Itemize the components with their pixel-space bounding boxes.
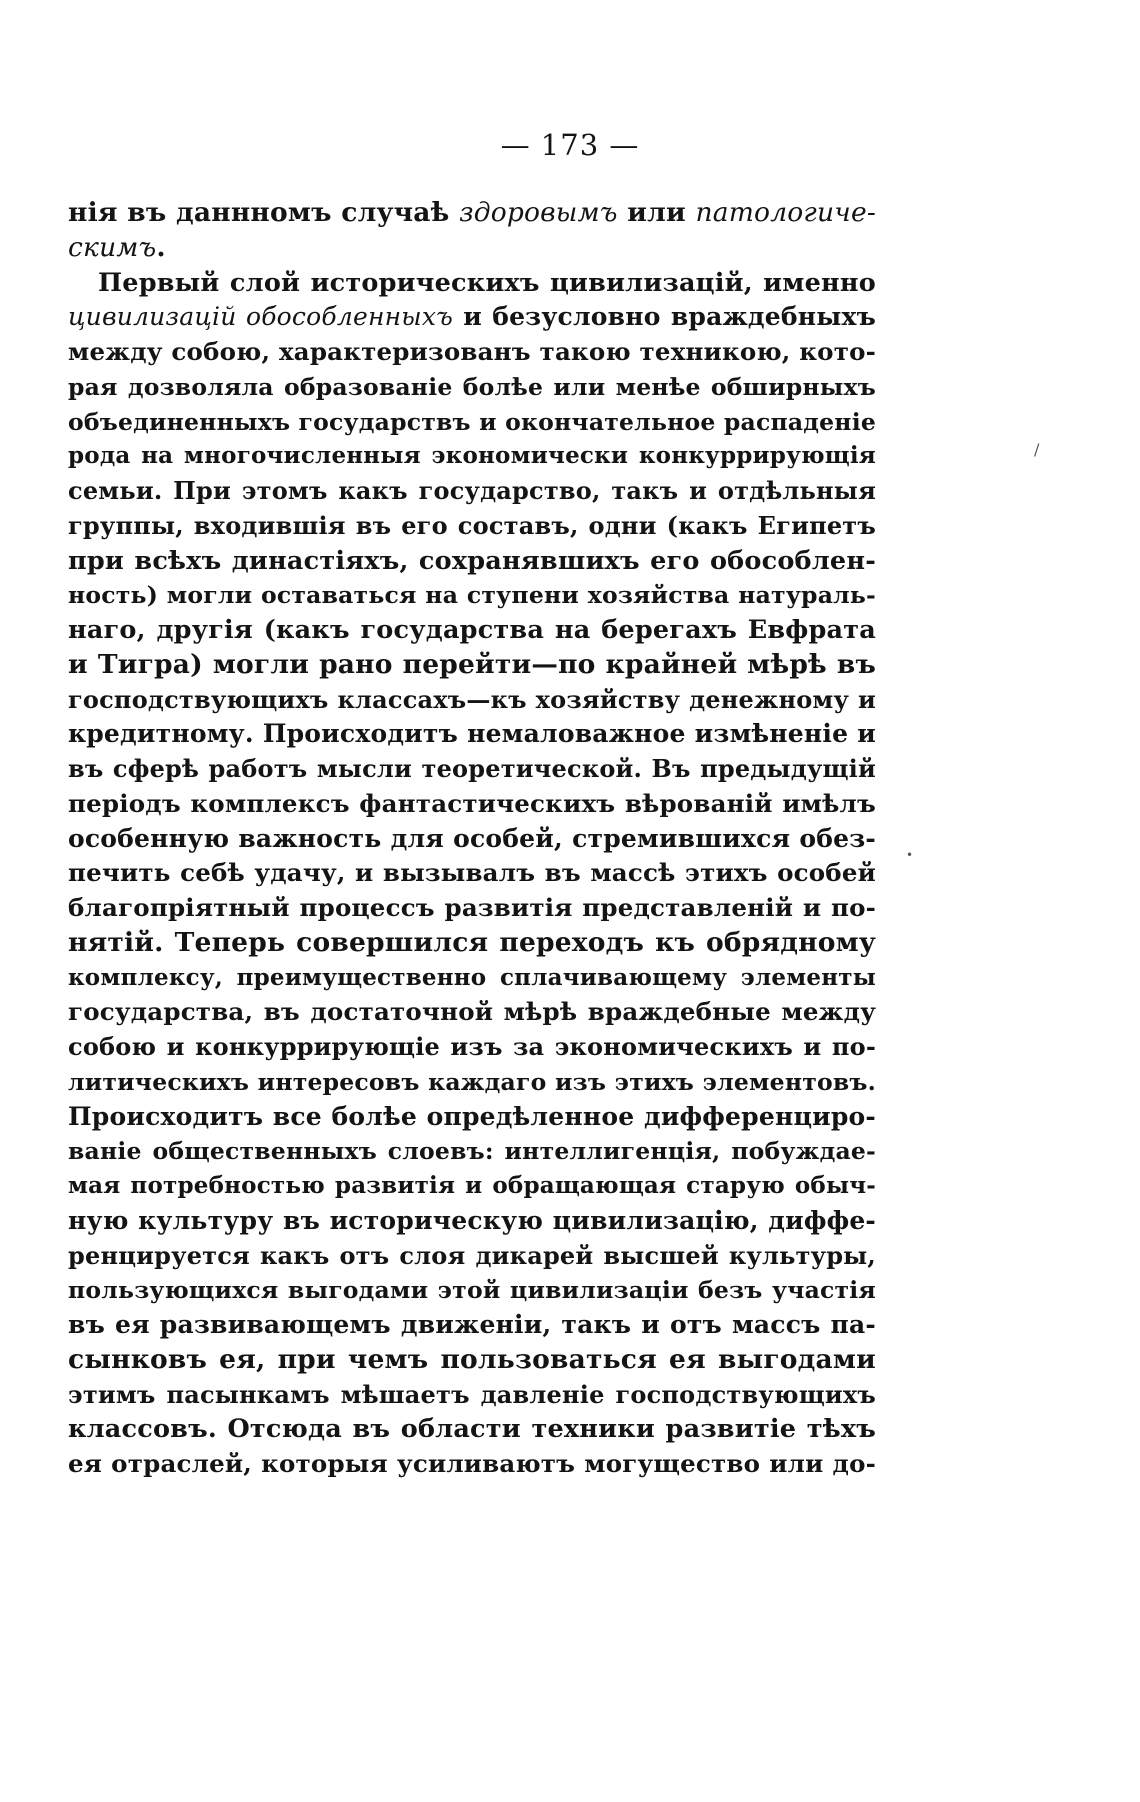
text-line: кредитному. Происходитъ немаловажное измѣненіе и <box>68 719 876 749</box>
text-line: мая потребностью развитія и обращающая старую обыч- <box>68 1172 876 1199</box>
line-text: или <box>617 197 696 228</box>
text-line: господствующихъ классахъ—къ хозяйству денежному и <box>68 684 876 714</box>
text-line: сынковъ ея, при чемъ пользоваться ея выгодами <box>68 1343 876 1375</box>
text-line: при всѣхъ династіяхъ, сохранявшихъ его обособлен- <box>68 545 876 576</box>
stray-dot: • <box>906 848 914 862</box>
text-line: особенную важность для особей, стремившихся обез- <box>68 823 876 853</box>
text-line: Происходитъ все болѣе опредѣленное дифференциро- <box>68 1101 876 1131</box>
text-line: рода на многочисленныя экономически конкуррирующія <box>68 442 876 470</box>
text-line: литическихъ интересовъ каждаго изъ этихъ элементовъ. <box>68 1067 876 1096</box>
text-line <box>68 300 876 335</box>
text-line: рая дозволяла образованіе болѣе или менѣе обширныхъ <box>68 372 876 401</box>
text-line: въ ея развивающемъ движеніи, такъ и отъ массъ па- <box>68 1310 876 1339</box>
text-line: ность) могли оставаться на ступени хозяйства натураль- <box>68 581 876 610</box>
italic-text: патологиче- <box>695 197 877 228</box>
text-line: государства, въ достаточной мѣрѣ враждебные между <box>68 997 876 1027</box>
italic-text: скимъ <box>68 231 157 263</box>
text-line: благопріятный процессъ развитія представленій и по- <box>68 893 876 922</box>
text-line: ренцируется какъ отъ слоя дикарей высшей культуры, <box>68 1240 876 1270</box>
text-line: ваніе общественныхъ слоевъ: интеллигенція, побуждае- <box>68 1137 876 1166</box>
text-line: періодъ комплексъ фантастическихъ вѣрованій имѣлъ <box>68 788 876 818</box>
text-line: и Тигра) могли рано перейти—по крайней мѣрѣ въ <box>68 648 876 680</box>
text-line <box>68 196 876 231</box>
paragraph-first-line: Первый слой историческихъ цивилизацій, именно <box>98 267 876 298</box>
stray-mark: / <box>1034 440 1040 459</box>
italic-text: здоровымъ <box>459 197 618 228</box>
text-line: ея отраслей, которыя усиливаютъ могущество или до- <box>68 1449 876 1478</box>
text-line: классовъ. Отсюда въ области техники развитіе тѣхъ <box>68 1414 876 1445</box>
text-line: объединенныхъ государствъ и окончательное распаденіе <box>68 407 876 436</box>
text-line: между собою, характеризованъ такою техникою, кото- <box>68 337 876 366</box>
line-text: нія въ даннномъ случаѣ <box>68 197 460 228</box>
text-line: въ сферѣ работъ мысли теоретической. Въ предыдущій <box>68 754 876 783</box>
text-line: нятій. Теперь совершился переходъ къ обрядному <box>68 926 876 958</box>
text-line: пользующихся выгодами этой цивилизаціи безъ участія <box>68 1276 876 1305</box>
text-line: комплексу, преимущественно сплачивающему элементы <box>68 963 876 991</box>
text-line: этимъ пасынкамъ мѣшаетъ давленіе господствующихъ <box>68 1379 876 1409</box>
page-number: — 173 — <box>500 128 640 162</box>
text-line: печить себѣ удачу, и вызывалъ въ массѣ этихъ особей <box>68 858 876 888</box>
text-line <box>68 231 876 266</box>
text-line: группы, входившія въ его составъ, одни (какъ Египетъ <box>68 510 876 540</box>
line-text: . <box>156 231 166 263</box>
line-text: и безусловно враждебныхъ <box>453 302 877 332</box>
text-line: ную культуру въ историческую цивилизацію, диффе- <box>68 1205 876 1235</box>
text-line: семьи. При этомъ какъ государство, такъ и отдѣльныя <box>68 476 876 505</box>
text-line: собою и конкуррирующіе изъ за экономическихъ и по- <box>68 1032 876 1061</box>
text-line: наго, другія (какъ государства на берегахъ Евфрата <box>68 615 876 645</box>
body-text <box>68 196 876 1482</box>
italic-text: цивилизацій обособленныхъ <box>68 302 454 332</box>
